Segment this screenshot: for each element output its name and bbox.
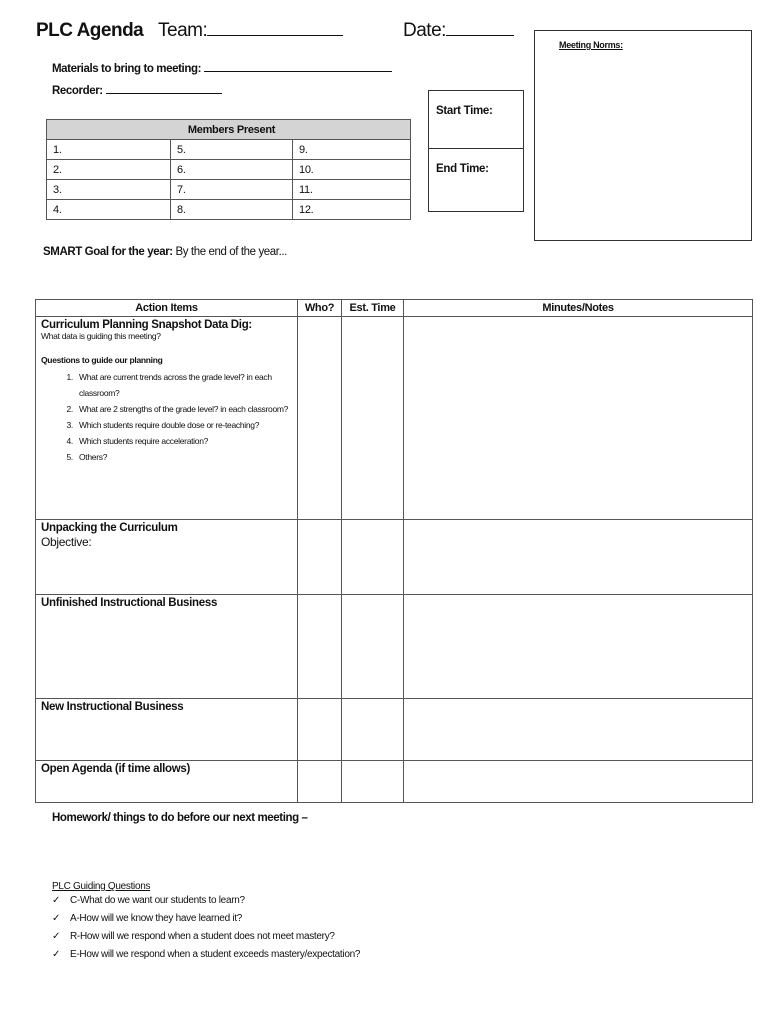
col-est-time: Est. Time — [342, 300, 404, 317]
est-time-cell[interactable] — [342, 520, 404, 595]
guiding-question-text: A-How will we know they have learned it? — [70, 913, 242, 924]
objective-label: Objective: — [41, 535, 92, 549]
who-cell[interactable] — [298, 761, 342, 803]
who-cell[interactable] — [298, 317, 342, 520]
page-title: PLC Agenda — [36, 20, 144, 41]
est-time-cell[interactable] — [342, 595, 404, 699]
table-row — [47, 180, 411, 200]
meeting-norms-label: Meeting Norms: — [559, 40, 623, 50]
who-cell[interactable] — [298, 595, 342, 699]
est-time-cell[interactable] — [342, 699, 404, 761]
table-row — [36, 520, 753, 595]
guiding-question-text: C-What do we want our students to learn? — [70, 895, 245, 906]
col-action-items: Action Items — [36, 300, 298, 317]
team-blank-line[interactable] — [207, 35, 343, 36]
materials-label: Materials to bring to meeting: — [52, 63, 202, 75]
table-row — [36, 317, 753, 520]
smart-goal — [43, 246, 287, 258]
member-cell[interactable]: 5. — [171, 140, 293, 160]
member-cell[interactable]: 3. — [47, 180, 171, 200]
notes-cell[interactable] — [404, 761, 753, 803]
homework-label: Homework/ things to do before our next meeting – — [52, 812, 308, 824]
notes-cell[interactable] — [404, 699, 753, 761]
agenda-table — [35, 299, 753, 803]
meeting-norms-box[interactable] — [534, 30, 752, 241]
member-cell[interactable]: 4. — [47, 200, 171, 220]
end-time-box[interactable] — [428, 148, 524, 212]
curriculum-title: Curriculum Planning Snapshot Data Dig: — [41, 319, 252, 331]
team-field[interactable] — [158, 20, 343, 42]
notes-cell[interactable] — [404, 520, 753, 595]
unfinished-title: Unfinished Instructional Business — [41, 597, 218, 609]
col-minutes-notes: Minutes/Notes — [404, 300, 753, 317]
member-cell[interactable]: 2. — [47, 160, 171, 180]
list-item — [52, 931, 360, 949]
open-agenda-title: Open Agenda (if time allows) — [41, 763, 190, 775]
list-item: 2. What are 2 strengths of the grade level? in each classroom? — [75, 401, 292, 417]
members-present-header: Members Present — [47, 120, 411, 140]
guiding-question-text: R-How will we respond when a student does not meet mastery? — [70, 931, 335, 942]
member-cell[interactable]: 6. — [171, 160, 293, 180]
recorder-label: Recorder: — [52, 85, 103, 97]
notes-cell[interactable] — [404, 317, 753, 520]
guiding-questions — [52, 881, 360, 967]
guiding-questions-title: PLC Guiding Questions — [52, 881, 151, 892]
who-cell[interactable] — [298, 699, 342, 761]
list-item — [52, 949, 360, 967]
materials-field[interactable] — [52, 63, 392, 75]
date-label: Date: — [403, 20, 446, 41]
end-time-label: End Time: — [436, 163, 489, 175]
member-cell[interactable]: 1. — [47, 140, 171, 160]
table-row — [36, 699, 753, 761]
table-row — [36, 595, 753, 699]
est-time-cell[interactable] — [342, 317, 404, 520]
date-blank-line[interactable] — [446, 35, 514, 36]
questions-heading: Questions to guide our planning — [41, 355, 163, 365]
unfinished-cell — [36, 595, 298, 699]
list-item: 3. Which students require double dose or re-teaching? — [75, 417, 292, 433]
list-item: 5. Others? — [75, 449, 292, 465]
start-time-label: Start Time: — [436, 105, 493, 117]
smart-goal-text: By the end of the year... — [175, 246, 287, 258]
member-cell[interactable]: 9. — [293, 140, 411, 160]
member-cell[interactable]: 12. — [293, 200, 411, 220]
recorder-blank-line[interactable] — [106, 93, 222, 94]
checkmark-icon: ✓ — [52, 913, 61, 924]
members-present-table — [46, 119, 411, 220]
team-label: Team: — [158, 20, 208, 41]
list-item — [52, 895, 360, 913]
member-cell[interactable]: 7. — [171, 180, 293, 200]
materials-blank-line[interactable] — [204, 71, 392, 72]
questions-list — [41, 369, 292, 465]
curriculum-cell — [36, 317, 298, 520]
guiding-question-text: E-How will we respond when a student exceeds mastery/expectation? — [70, 949, 361, 960]
recorder-field[interactable] — [52, 85, 222, 97]
open-agenda-cell — [36, 761, 298, 803]
checkmark-icon: ✓ — [52, 895, 61, 906]
smart-goal-label: SMART Goal for the year: — [43, 246, 173, 258]
checkmark-icon: ✓ — [52, 931, 61, 942]
unpacking-cell — [36, 520, 298, 595]
table-row — [47, 160, 411, 180]
member-cell[interactable]: 8. — [171, 200, 293, 220]
new-business-title: New Instructional Business — [41, 701, 184, 713]
date-field[interactable] — [403, 20, 514, 42]
table-row — [47, 200, 411, 220]
checkmark-icon: ✓ — [52, 949, 61, 960]
who-cell[interactable] — [298, 520, 342, 595]
member-cell[interactable]: 11. — [293, 180, 411, 200]
col-who: Who? — [298, 300, 342, 317]
agenda-header-row — [36, 300, 753, 317]
curriculum-question: What data is guiding this meeting? — [41, 331, 161, 341]
table-row — [36, 761, 753, 803]
list-item — [52, 913, 360, 931]
est-time-cell[interactable] — [342, 761, 404, 803]
member-cell[interactable]: 10. — [293, 160, 411, 180]
notes-cell[interactable] — [404, 595, 753, 699]
start-time-box[interactable] — [428, 90, 524, 149]
list-item: 1. What are current trends across the grade level? in each classroom? — [75, 369, 292, 401]
new-business-cell — [36, 699, 298, 761]
list-item: 4. Which students require acceleration? — [75, 433, 292, 449]
table-row — [47, 140, 411, 160]
unpacking-title: Unpacking the Curriculum — [41, 522, 178, 534]
